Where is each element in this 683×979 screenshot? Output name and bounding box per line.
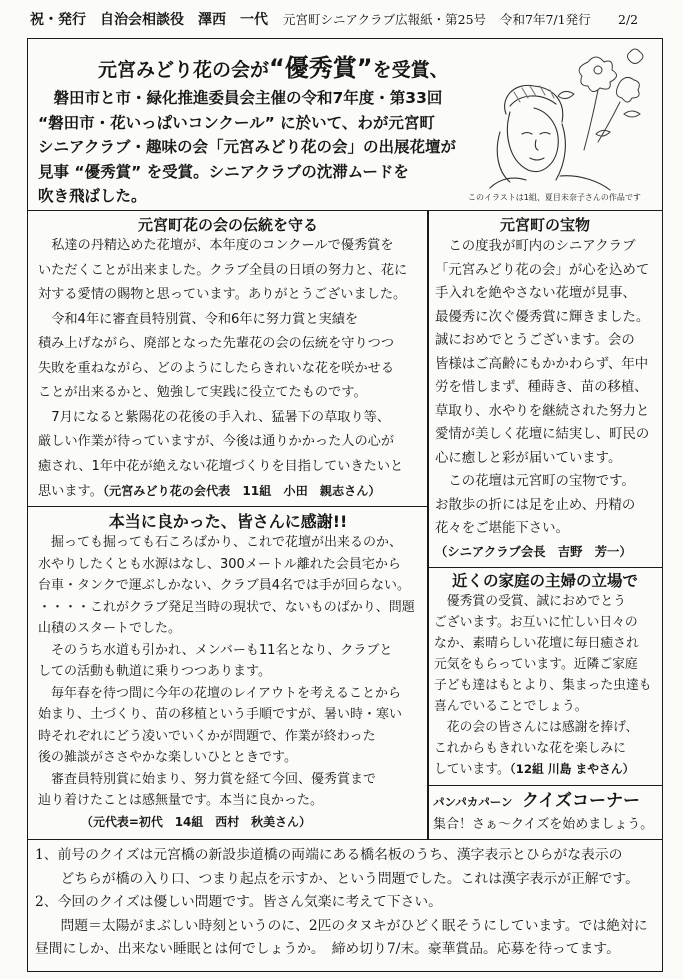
author-signature: （シニアクラブ会長 吉野 芳一） [435,544,632,559]
article-heading: 元宮町の宝物 [499,216,590,234]
lead-body [38,86,468,209]
article-line: 辿り着けたことは感無量です。本当に良かった。 [38,793,323,808]
issue-date: 令和7年7/1発行 [500,12,591,27]
article-line: 草取り、水やりを継続された努力と [435,403,650,419]
quiz-line: 1、前号のクイズは元宮橋の新設歩道橋の両端にある橋名板のうち、漢字表示とひらがな表示の [35,847,623,863]
quiz-box [27,839,663,972]
publisher-credit: 祝・発行 自治会相談役 澤西 一代 [30,12,268,28]
article-line: 思います。 [38,484,103,499]
article-line: しての活動も軌道に乗りつつあります。 [38,664,271,679]
article-line: そのうち水道も引かれ、メンバーも11名となり、クラブと [51,642,393,658]
headline-award: “優秀賞” [269,54,373,82]
publication-name: 元宮町シニアクラブ広報紙・第25号 [283,12,487,27]
article-line: ・・・・これがクラブ発足当時の現状で、ないものばかり、問題 [38,599,415,615]
article-line: ございます。お互いに忙しい日々の [434,615,638,630]
article-line: 誠におめでとうございます。会の [435,333,635,348]
lead-line: シニアクラブ・趣味の会「元宮みどり花の会」の出展花壇が [38,138,457,156]
article-line: 優秀賞の受賞、誠におめでとう [446,594,626,609]
article-thanks [27,506,429,840]
article-line: 手入れを絶やさない花壇が見事、 [435,286,636,301]
lead-line: 見事 “優秀賞” を受賞。シニアクラブの沈滞ムードを [38,162,409,181]
article-line: 私達の丹精込めた花壇が、本年度のコンクールで優秀賞を [51,238,394,253]
article-line: 皆様はご高齢にもかかわらず、年中 [435,356,649,372]
author-signature: （元宮みどり花の会代表 11組 小田 親志さん） [102,484,381,498]
article-line: 花の会の皆さんには感謝を捧げ、 [446,720,639,735]
article-line-with-signature [38,479,420,505]
article-line: 掘っても掘っても石ころばかり、これで花壇が出来るのか、 [51,535,403,550]
article-line: いただくことが出来ました。クラブ全員の日頃の努力と、花に [38,262,408,278]
article-line: 対する愛情の賜物と思っています。ありがとうございました。 [38,287,407,302]
article-line: 厳しい作業が待っていますが、今後は通りかかった人の心が [38,434,395,449]
quiz-corner-header [427,785,663,840]
article-line: 心に癒しと彩が届いています。 [435,450,622,466]
article-line: 台車・タンクで運ぶしかない、クラブ員4名では手が回らない。 [38,578,411,593]
article-line: 失敗を重ねながら、どのようにしたらきれいな花を咲かせる [38,360,395,376]
article-heading: 本当に良かった、皆さんに感謝!! [108,512,348,531]
article-line: お散歩の折には足を止め、丹精の [435,497,636,513]
author-signature: （元代表=初代 14組 西村 秋美さん） [81,814,311,829]
quiz-line: どちらが橋の入り口、つまり起点を示すか、という問題でした。これは漢字表示が正解です。 [60,870,639,887]
article-body [434,591,660,780]
headline-part: を受賞、 [372,59,449,81]
article-line: 最優秀に次ぐ優秀賞に輝きました。 [435,309,650,325]
page-number: 2/2 [618,12,639,27]
article-line: 毎年春を待つ間に今年の花壇のレイアウトを考えることから [51,685,401,701]
article-heading: 近くの家庭の主婦の立場で [451,572,638,590]
article-body [435,235,659,564]
article-line: 始まり、土づくり、苗の移植という手順ですが、暑い時・寒い [38,707,403,722]
article-line: 7月になると紫陽花の花後の手入れ、猛暑下の草取り等、 [51,409,391,425]
lead-headline [98,50,449,86]
quiz-body [35,844,655,962]
article-line: ことが出来るかと、勉強して実践に役立てたものです。 [38,385,367,400]
masthead [30,8,658,32]
illustration-caption: このイラストは1組、夏目未奈子さんの作品です [468,193,641,202]
article-line: これからもきれいな花を楽しみに [434,741,626,756]
article-line: この度我が町内のシニアクラブ [448,239,636,254]
article-line: 積み上げながら、廃部となった先輩花の会の伝統を守りつつ [38,336,395,351]
quiz-line: 2、今回のクイズは優しい問題です。皆さん気楽に考えて下さい。 [35,894,442,910]
article-line-with-signature [434,759,660,780]
article-line: 水やりしたくとも水源はなし、300メートル離れた会員宅から [38,556,401,572]
article-line: 山積のスタートでした。 [38,621,182,636]
article-line: 後の雑談がささやかな楽しいひとときです。 [38,750,297,765]
article-line: この花壇は元宮町の宝物です。 [448,474,635,489]
quiz-line: 問題＝太陽がまぶしい時刻というのに、2匹のタヌキがひどく眠そうにしています。では絶対に [60,917,648,934]
article-line: 花々をご堪能下さい。 [435,521,569,536]
lead-story [27,38,663,211]
quiz-intro: 集合！さぁ～クイズを始めましょう。 [433,817,654,832]
article-line: 時それぞれにどう凌いでいくかが問題で、作業が終わった [38,728,376,744]
article-line: しています。 [434,762,510,777]
article-treasure [427,210,663,568]
lead-line: 吹き飛ばした。 [38,187,147,205]
lead-line: 磐田市と市・緑化推進委員会主催の令和7年度・第33回 [53,89,443,107]
quiz-line: 昼間にしか、出来ない睡眠とは何でしょうか。 締め切り7/末。豪華賞品。応募を待ってます。 [35,941,620,957]
author-signature: （12組 川島 まやさん） [509,762,635,776]
headline-part: 元宮みどり花の会が [98,59,270,81]
article-tradition [27,210,429,507]
article-body [38,532,420,833]
quiz-kicker: パンパカパーン [433,795,513,809]
article-line: 「元宮みどり花の会」が心を込めて [435,262,650,278]
article-line: 子ども達はもとより、集まった虫達も [434,678,652,693]
article-line: 癒され、1年中花が絶えない花壇づくりを目指していきたいと [38,458,404,474]
lead-line: “磐田市・花いっぱいコンクール” に於いて、わが元宮町 [38,113,435,132]
article-housewife [427,567,663,786]
article-line: 喜んでいることでしょう。 [434,699,588,714]
article-line: なか、素晴らしい花壇に毎日癒され [434,636,639,651]
article-line: 元気をもらっています。近隣ご家庭 [434,657,638,672]
article-heading: 元宮町花の会の伝統を守る [137,216,318,234]
article-line: 審査員特別賞に始まり、努力賞を経て今回、優秀賞まで [51,771,377,787]
quiz-title: クイズコーナー [522,791,640,811]
woman-figure [490,85,610,190]
article-line: 愛情が美しく花壇に結実し、町民の [435,427,650,442]
article-line: 令和4年に審査員特別賞、令和6年に努力賞と実績を [51,311,359,327]
article-body [38,234,420,505]
flower-sketch [558,49,643,150]
illustration [470,42,658,192]
article-line: 労を惜しまず、種蒔き、苗の移植、 [435,380,648,395]
